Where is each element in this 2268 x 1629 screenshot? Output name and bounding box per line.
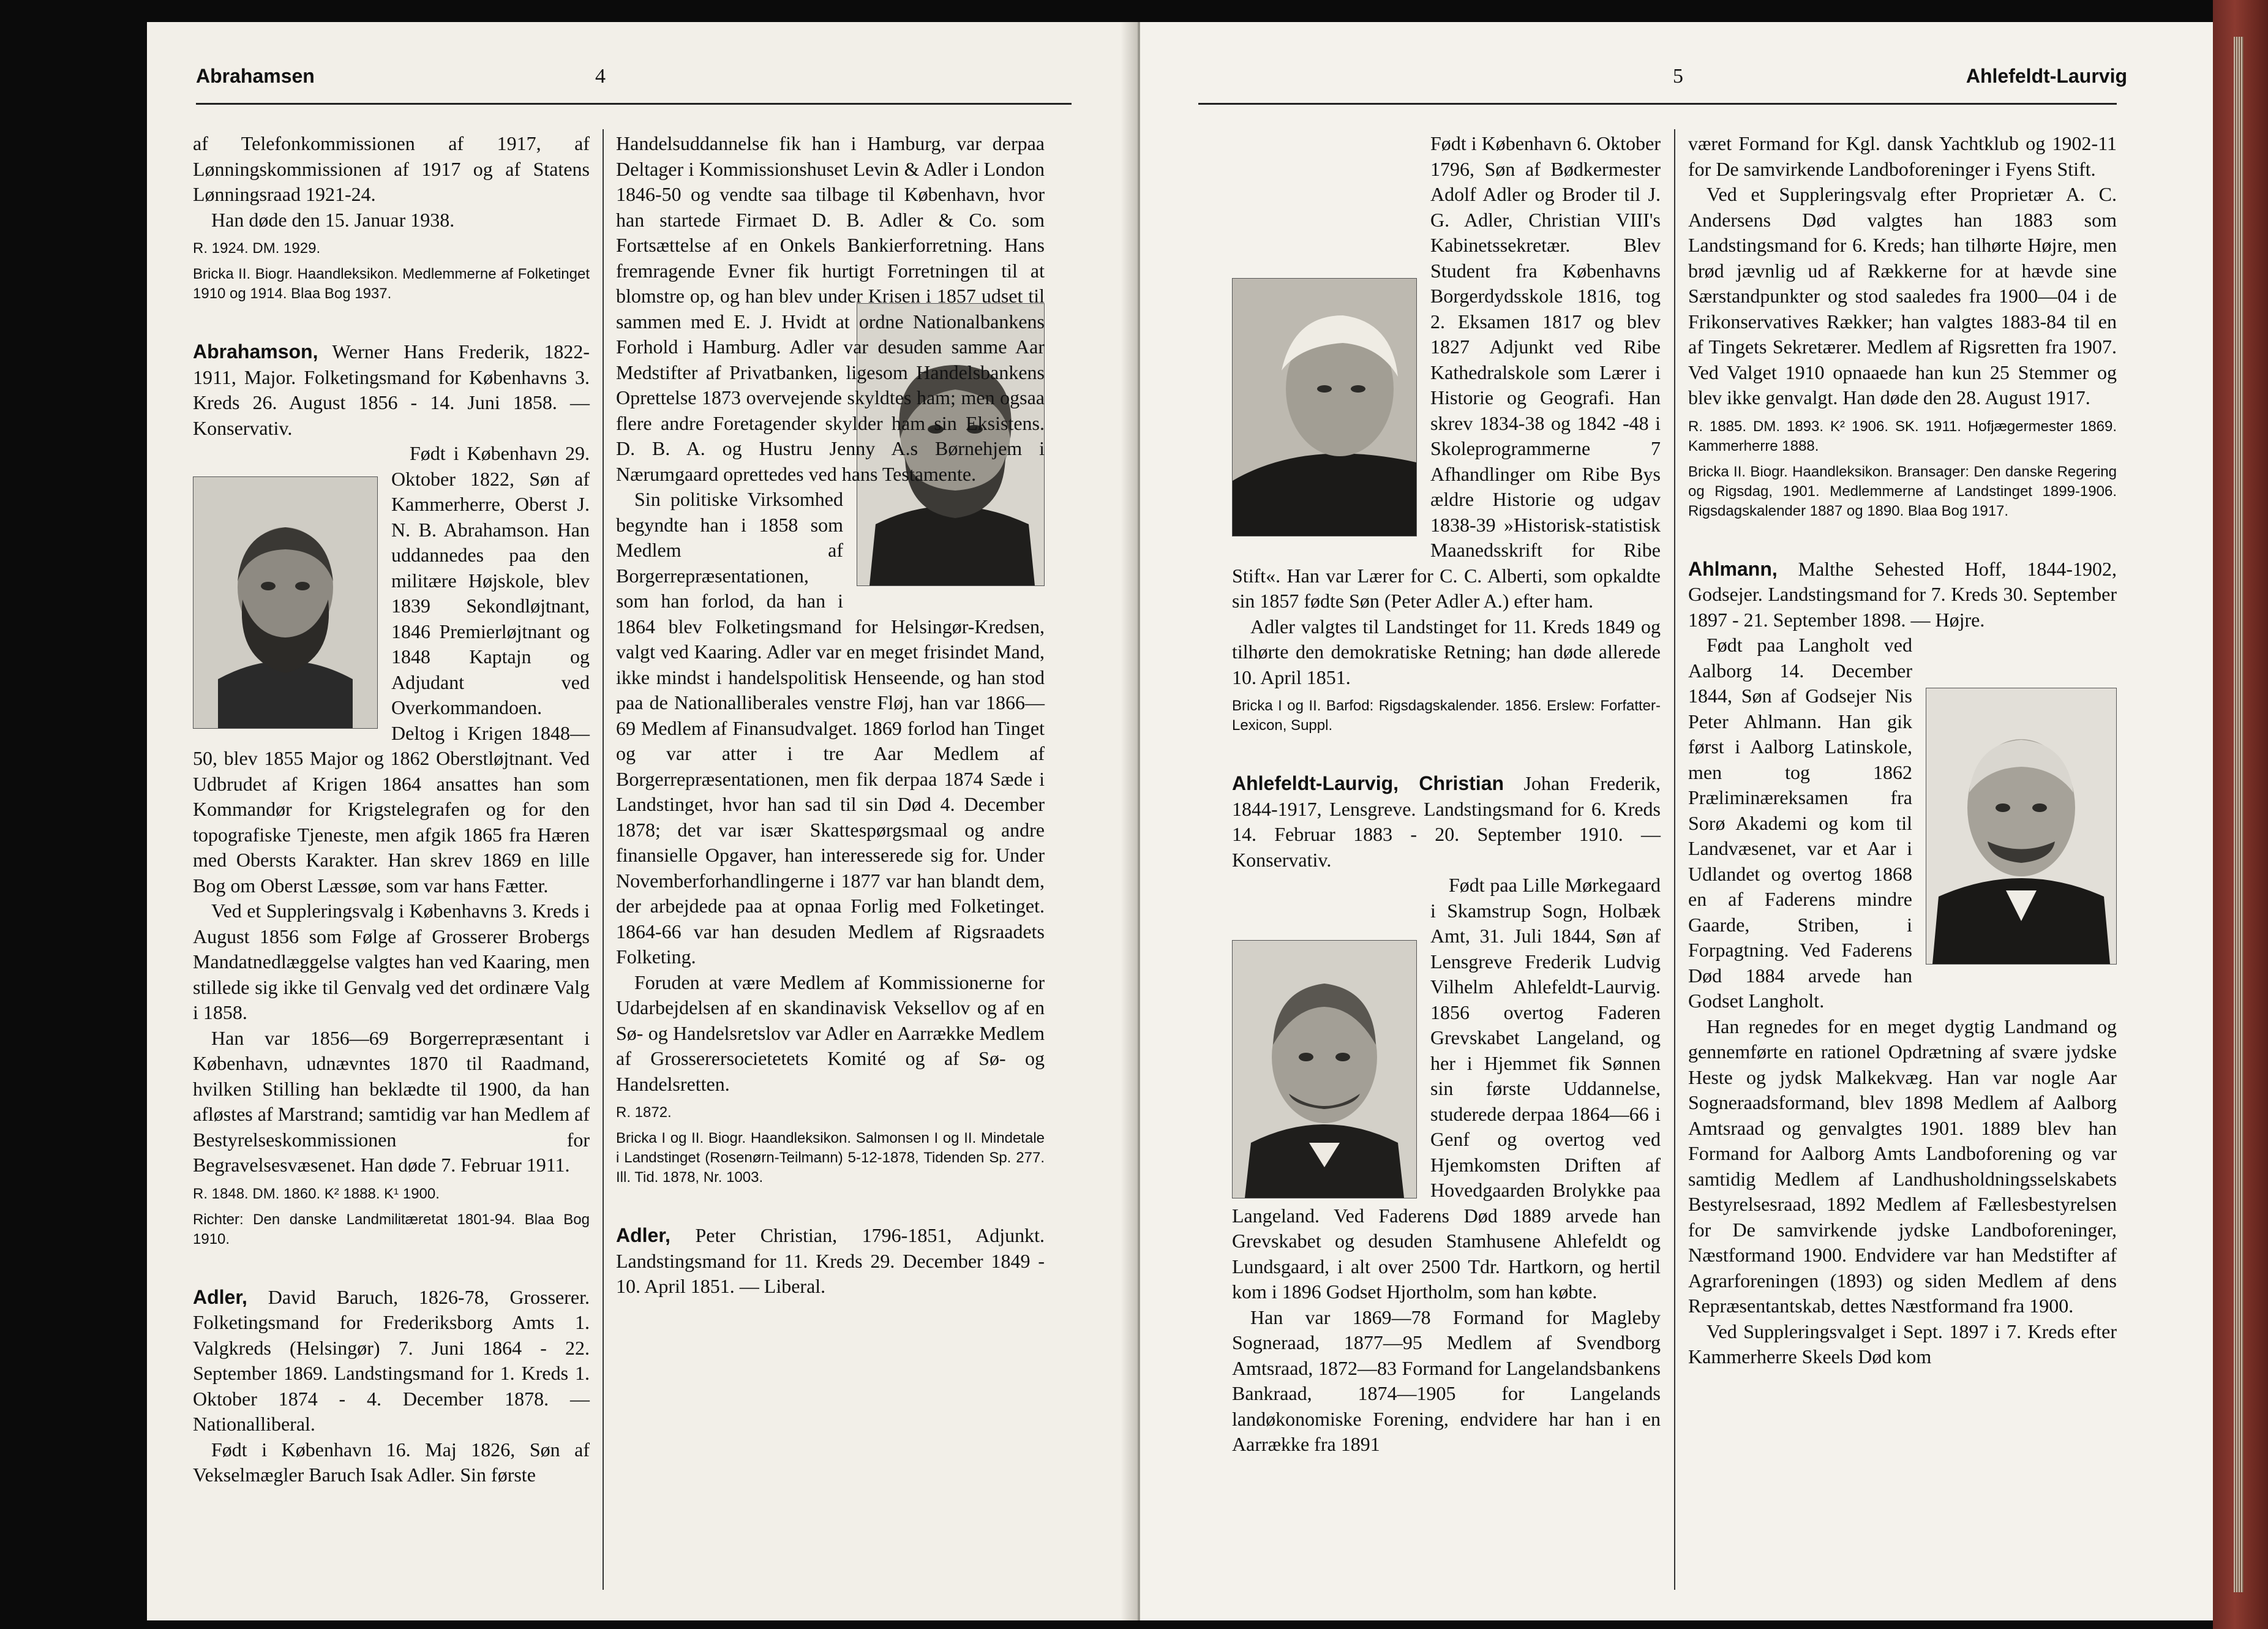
- entry-body: Foruden at være Medlem af Kommissionerne for Udarbejdelsen af en skandinavisk Veksellov og af en Sø- og Handelsretslov var Adler en Aarrække Medlem af Grosserersocietetets Komité og af Sø- og Handelsretten.: [616, 971, 1045, 1095]
- column-divider: [1674, 129, 1675, 1590]
- entry-surname: Adler,: [193, 1285, 247, 1308]
- book-edge: [2213, 0, 2268, 1629]
- entry-body: Adler valgtes til Landstinget for 11. Kreds 1849 og tilhørte den demokratiske Retning; han døde allerede 10. April 1851.: [1232, 615, 1661, 688]
- entry-surname: Adler,: [616, 1224, 670, 1246]
- continued-text: af Telefonkommissionen af 1917, af Lønningskommissionen af 1917 og af Statens Lønningsraad 1921-24.: [193, 132, 590, 205]
- header-rule: [196, 103, 1072, 105]
- entry-body: Født paa Lille Mørkegaard i Skamstrup Sogn, Holbæk Amt, 31. Juli 1844, Søn af Lensgreve Frederik Ludvig Vilhelm Ahlefeldt-Laurvig. 1856 overtog Faderen Grevskabet Langeland, og her i Hjemmet fik Sønnen sin første Uddannelse, studerede derpaa 1864—66 i Genf og overtog ved Hjemkomsten Driften af Hovedgaarden Brolykke paa Langeland. Ved Faderens Død 1889 arvede han Grevskabet og desuden Stamhusene Ahlefeldt og Lundsgaard, i alt over 2500 Tdr. Hartkorn, og hertil kom i 1896 Godset Hjortholm, som han købte.: [1232, 874, 1661, 1303]
- left-page: [147, 22, 1139, 1620]
- entry-surname: Abrahamson,: [193, 340, 318, 363]
- entry-body: Ved et Suppleringsvalg i Københavns 3. Kreds i August 1856 som Følge af Grosserer Brobergs Mandatnedlæggelse valgtes han ved Kaaring, men stillede sig ikke til Genvalg ved det ordinære Valg i 1858.: [193, 900, 590, 1023]
- left-column-1: [193, 131, 590, 1488]
- entry-body: været Formand for Kgl. dansk Yachtklub og 1902-11 for De samvirkende Landboforeninger i Fyens Stift.: [1688, 132, 2117, 180]
- death-note: Han døde den 15. Januar 1938.: [211, 208, 455, 231]
- entry-body: Sin politiske Virksomhed begyndte han i 1858 som Medlem af Borgerrepræsentationen, som han forlod, da han i 1864 blev Folketingsmand for Helsingør-Kredsen, valgt ved Kaaring. Adler var en meget frisindet Mand, ikke mindst i handelspolitisk Henseende, og han stod paa de Nationalliberales venstre Fløj, han var 1866—69 Medlem af Finansudvalget. 1869 forlod han Tinget og var atter i tre Aar Medlem af Borgerrepræsentationen, men fik derpaa 1874 Sæde i Landstinget, hvor han sad til sin Død 4. December 1878; det var især Skattespørgsmaal og andre finansielle Opgaver, han interesserede sig for. Under Novemberforhandlingerne i 1877 var han blandt dem, der arbejdede paa at opnaa Forlig med Folketinget. 1864-66 var han desuden Medlem af Rigsraadets Folketing.: [616, 488, 1045, 968]
- left-column-2: [616, 131, 1045, 1300]
- header-rule: [1198, 103, 2117, 105]
- entry-heading-adler-david: Adler, David Baruch, 1826-78, Grosserer. Folketingsmand for Frederiksborg Amts 1. Valgkreds (Helsingør) 7. Juni 1864 - 22. September 1869. Landstingsmand for 1. Kreds 1. Oktober 1874 - 4. December 1878. — Nationalliberal.: [193, 1285, 590, 1435]
- entry-body: Ved et Suppleringsvalg efter Proprietær A. C. Andersens Død valgtes han 1883 som Landstingsmand for 6. Kreds; han tilhørte Højre, men brød jævnlig ud af Rækkerne for at hævde sine Særstandpunkter og stod saaledes fra 1900—04 i de Frikonservatives Rækker; han valgtes 1883-84 til en af Tingets Sekretærer. Medlem af Rigsretten fra 1907. Ved Valget 1910 opnaaede han kun 25 Stemmer og blev ikke genvalgt. Han døde den 28. August 1917.: [1688, 183, 2117, 408]
- orders: R. 1848. DM. 1860. K² 1888. K¹ 1900.: [193, 1185, 440, 1202]
- entry-heading-abrahamson: Abrahamson, Werner Hans Frederik, 1822-1911, Major. Folketingsmand for Københavns 3. Kreds 26. August 1856 - 14. Juni 1858. — Konservativ.: [193, 340, 590, 439]
- orders: R. 1924. DM. 1929.: [193, 240, 321, 257]
- entry-body: Handelsuddannelse fik han i Hamburg, var derpaa Deltager i Kommissionshuset Levin & Adler i London 1846-50 og vendte saa tilbage til København, hvor han startede Firmaet D. B. Adler & Co. som Fortsættelse af en Onkels Bankierforretning. Hans fremragende Evner fik hurtigt Forretningen til at blomstre op, og han blev under Krisen i 1857 udset til sammen med E. J. Hvidt at ordne Nationalbankens Forhold i Hamburg. Adler var desuden samme Aar Medstifter af Privatbanken, ligesom Handelsbankens Oprettelse 1873 overvejende skyldtes ham; men ogsaa flere andre Foretagender skylder ham sin Eksistens. D. B. A. og Hustru Jenny A.s Børnehjem i Nærumgaard oprettedes ved hans Testamente.: [616, 132, 1045, 485]
- references: Bricka I og II. Barfod: Rigsdagskalender. 1856. Erslew: Forfatter-Lexicon, Suppl.: [1232, 698, 1661, 734]
- entry-heading-adler-peter: Adler, Peter Christian, 1796-1851, Adjunkt. Landstingsmand for 11. Kreds 29. December 1849 - 10. April 1851. — Liberal.: [616, 1224, 1045, 1297]
- entry-body: Han var 1856—69 Borgerrepræsentant i København, udnævntes 1870 til Raadmand, hvilken Stilling han beklædte til 1900, da han afløstes af Marstrand; samtidig var han Medlem af Bestyrelseskommissionen for Begravelsesvæsenet. Han døde 7. Februar 1911.: [193, 1026, 590, 1176]
- page-number-left: 4: [595, 65, 606, 88]
- references: Bricka I og II. Biogr. Haandleksikon. Salmonsen I og II. Mindetale i Landstinget (Rosenørn-Teilmann) 5-12-1878, Tidenden Sp. 277. Ill. Tid. 1878, Nr. 1003.: [616, 1130, 1045, 1186]
- page-number-right: 5: [1673, 65, 1683, 88]
- entry-body: Han regnedes for en meget dygtig Landmand og gennemførte en rationel Opdrætning af svære jydske Heste og jydsk Malkekvæg. Han var nogle Aar Sogneraadsformand, blev 1898 Medlem af Aalborg Amtsraad og genvalgtes 1901. 1889 blev han Formand for Aalborg Amts Landboforening og var samtidig Medlem af Landhusholdningsselskabets Bestyrelsesraad, 1892 Medlem af Fællesbestyrelsen for De samvirkende jydske Landboforeninger, Næstformand 1900. Endvidere var han Medstifter af Agrarforeningen (1893) og siden Medlem af dens Repræsentantskab, dettes Næstformand fra 1900.: [1688, 1015, 2117, 1317]
- entry-body: Født i København 16. Maj 1826, Søn af Vekselmægler Baruch Isak Adler. Sin første: [193, 1438, 590, 1486]
- portrait-ahlefeldt: [1232, 940, 1417, 1198]
- entry-surname: Ahlefeldt-Laurvig,: [1232, 772, 1399, 794]
- portrait-abrahamson: [193, 476, 378, 729]
- column-divider: [603, 129, 604, 1590]
- running-head-right: [1966, 65, 2127, 102]
- running-head-name: Abrahamsen: [196, 65, 315, 87]
- references: Bricka II. Biogr. Haandleksikon. Medlemmerne af Folketinget 1910 og 1914. Blaa Bog 1937.: [193, 266, 590, 302]
- running-head-left: [196, 65, 315, 102]
- entry-body: Han var 1869—78 Formand for Magleby Sogneraad, 1877—95 Medlem af Svendborg Amtsraad, 1872—83 Formand for Langelandsbankens Bankraad, 1874—1905 for Langelands landøkonomiske Forening, endvidere har han i en Aarrække fra 1891: [1232, 1306, 1661, 1455]
- portrait-adler-peter: [1232, 278, 1417, 536]
- portrait-ahlmann: [1926, 688, 2117, 965]
- orders: R. 1872.: [616, 1104, 672, 1121]
- entry-body: Født i København 29. Oktober 1822, Søn af Kammerherre, Oberst J. N. B. Abrahamson. Han uddannedes paa den militære Højskole, blev 1839 Sekondløjtnant, 1846 Premierløjtnant og 1848 Kaptajn og Adjudant ved Overkommandoen. Deltog i Krigen 1848—50, blev 1855 Major og 1862 Oberstløjtnant. Ved Udbrudet af Krigen 1864 ansattes han som Kommandør for Krigstelegrafen og for den topografiske Tjeneste, men afgik 1865 fra Hæren med Obersts Karakter. Han skrev 1869 en lille Bog om Oberst Læssøe, som var hans Fætter.: [193, 442, 590, 897]
- entry-body: Født paa Langholt ved Aalborg 14. December 1844, Søn af Godsejer Nis Peter Ahlmann. Han gik først i Aalborg Latinskole, men tog 1862 Præliminæreksamen fra Sorø Akademi og kom til Landvæsenet, var et Aar i Udlandet og overtog 1868 en af Faderens mindre Gaarde, Striben, i Forpagtning. Ved Faderens Død 1884 arvede han Godset Langholt.: [1688, 634, 1912, 1012]
- right-page: [1140, 22, 2213, 1620]
- references: Bricka II. Biogr. Haandleksikon. Bransager: Den danske Regering og Rigsdag, 1901. Medlemmerne af Landstinget 1899-1906. Rigsdagskalender 1887 og 1890. Blaa Bog 1917.: [1688, 463, 2117, 519]
- orders: R. 1885. DM. 1893. K² 1906. SK. 1911. Hofjægermester 1869. Kammerherre 1888.: [1688, 418, 2117, 454]
- entry-surname: Ahlmann,: [1688, 557, 1778, 580]
- entry-heading-ahlefeldt: Ahlefeldt-Laurvig, Christian Johan Frederik, 1844-1917, Lensgreve. Landstingsmand for 6. Kreds 14. Februar 1883 - 20. September 1910. — Konservativ.: [1232, 772, 1661, 871]
- references: Richter: Den danske Landmilitæretat 1801-94. Blaa Bog 1910.: [193, 1211, 590, 1247]
- right-column-2: [1688, 131, 2117, 1370]
- running-head-name: Ahlefeldt-Laurvig: [1966, 65, 2127, 87]
- entry-heading-ahlmann: Ahlmann, Malthe Sehested Hoff, 1844-1902, Godsejer. Landstingsmand for 7. Kreds 30. September 1897 - 21. September 1898. — Højre.: [1688, 557, 2117, 631]
- entry-body: Ved Suppleringsvalget i Sept. 1897 i 7. Kreds efter Kammerherre Skeels Død kom: [1688, 1320, 2117, 1368]
- right-column-1: [1232, 131, 1661, 1458]
- entry-body: Født i København 6. Oktober 1796, Søn af Bødkermester Adolf Adler og Broder til J. G. Adler, Christian VIII's Kabinetssekretær. Blev Student fra Københavns Borgerdydsskole 1816, tog 2. Eksamen 1817 og blev 1827 Adjunkt ved Ribe Kathedralskole som Lærer i Historie og Geografi. Han skrev 1834-38 og 1842 -48 i Skoleprogrammerne 7 Afhandlinger om Ribe Bys ældre Historie og udgav 1838-39 »Historisk-statistisk Maanedsskrift for Ribe Stift«. Han var Lærer for C. C. Alberti, som opkaldte sin 1857 fødte Søn (Peter Adler A.) efter ham.: [1232, 132, 1661, 612]
